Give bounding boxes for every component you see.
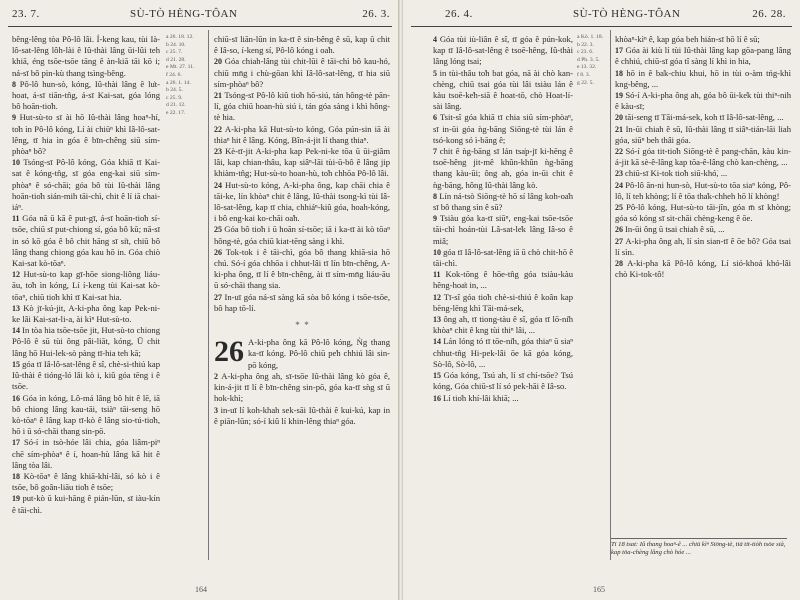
verse-number: 8 [12, 79, 20, 89]
cross-reference: d 21. 28. [166, 56, 186, 63]
verse [12, 157, 160, 213]
verse-text: Tsiàu góa ka-tī siūⁿ, eng-kai tsōe-tsōe tāi-chì hoán-tùi Lâ-sat-le̍k lâng Iâ-so ê miâ; [433, 213, 573, 246]
verse [615, 124, 791, 146]
verse [433, 146, 573, 191]
verse-text: góa tī Iâ-lô-sat-lêng iā ū chò chit-hō ê tāi-chì. [433, 246, 573, 269]
verse-text: In-uī góa ná-sī sàng kā sòa bô kóng i tsōe-tsōe, bô hap tō-lí. [214, 291, 390, 313]
verse-text: Tok-tok i ê tāi-chì, góa bô thang khiā-sia hō chú. Só-í góa chhōa i chhut-lâi tī lín bīn-chêng, A-ki-pha ông, tī lí ê bīn-chêng, ài tī sím-mn̄g liáu-āu ū só-chāi thang sia. [214, 246, 390, 291]
verse-number: 7 [433, 147, 440, 157]
verse-number: 11 [433, 270, 446, 280]
verse [433, 336, 573, 370]
verse-number: 26 [615, 225, 625, 235]
cross-reference: e 22. 17. [166, 109, 186, 116]
verse [214, 371, 390, 405]
verse-number: 19 [12, 494, 23, 504]
cross-reference: a 26. 1. 14. [166, 79, 191, 86]
verse-text: Tsóng-sī Pô-lô kóng, Góa khiā tī Kai-sat ê kóng-tn̂g, sī góa eng-kai siū sím-phòaⁿ ê só-chāi; góa bô tùi Iû-thài lâng hoān-tio̍h sián-mih tāi-chì, chit ê lí iā chai-iáⁿ. [12, 157, 160, 213]
verse-number: 2 [214, 371, 222, 381]
verse-number: 15 [12, 359, 23, 369]
verse-text: Lí tio̍h khí-lâi khiā; ... [443, 392, 519, 403]
verse-text: Hut-sù-to sī ài hō Iû-thài lâng hoaⁿ-hí, to̍h ìn Pô-lô kóng, Lí ài chiūⁿ khì Iâ-lô-sat-lêng, tī hia ìn góa ê bīn-chêng siū sím-phòaⁿ bô? [12, 112, 160, 157]
cross-reference: d 21. 12. [166, 102, 186, 109]
verse-number: 10 [12, 158, 24, 168]
verse [214, 224, 390, 246]
verse [433, 112, 573, 146]
verse-text: Kò jī-kú-jit, A-ki-pha ông kap Pek-ni-ke lâi Kai-sat-li-a, ài kìⁿ Hut-sù-to. [12, 302, 160, 325]
left-column-1 [12, 34, 160, 516]
verse-text: Góa bô tio̍h i ū hoān sí-tsōe; iā i ka-tī ài kò tōaⁿ hông-tè, góa chiū kiat-tēng sàng i khì. [214, 224, 390, 246]
verse-text: hō in ê ba̍k-chiu khui, hō in tùi o-àm tńg-khì kng-bêng, ... [615, 67, 791, 89]
right-header-right: 26. 28. [752, 8, 786, 20]
verse-number: 14 [433, 337, 444, 347]
verse-number: 11 [12, 214, 23, 224]
verse [214, 56, 390, 90]
cross-reference: b 24. 10. [166, 41, 186, 48]
left-header-left: 23. 7. [12, 8, 40, 20]
verse [615, 258, 791, 280]
verse [214, 292, 390, 314]
right-column-1 [433, 34, 573, 404]
verse-text: In-ūi chiah ê sū, Iû-thài lâng tī siâⁿ-tián-lāi liah góa, siūⁿ beh thâi góa. [615, 123, 791, 145]
verse-text: chit ê ǹg-bāng sī lán tsa̍p-jī ki-hēng ê tsoē-hêng jit-mê khûn-khûn ǹg-bāng thang kàu-ūi; ông ah, góa in-ūi chit ê ǹg-bāng, hông Iû-thài lâng kò. [433, 146, 573, 190]
verse-text: Góa nā ū kā ê put-gī, á-sī hoān-tio̍h sí-tsōe, chiū sī put-chiong sí, góa bô kū; nā-sī in só kō góa ê bô chit hāng sī si̍t, chiū bô lâng thang chiong góa kau hō in. Góa chiò Kai-sat kò-tōaⁿ. [12, 213, 160, 269]
verse-number: 3 [214, 405, 221, 415]
verse-number: 16 [12, 393, 23, 403]
verse-text: ông ah, tī tiong-tàu ê sî, góa tī lō-ni̍h khòaⁿ chit ê kng tùi thiⁿ lâi, ... [433, 314, 573, 336]
verse [214, 247, 390, 292]
verse-number: 21 [214, 91, 225, 101]
verse-number: 13 [12, 303, 24, 313]
verse-number: 6 [433, 113, 440, 123]
cross-reference: c 25. 9. [166, 94, 183, 101]
verse-text: In tòa hia tsōe-tsōe jit, Hut-sù-to chiong Pô-lô ê sū tùi ông pâi-liāt, kóng, Ū chit lâng hō Hui-lek-sò pàng tī-hia teh kā; [12, 325, 160, 358]
verse [12, 79, 160, 113]
verse-text: Góa ài kiù lí tùi Iû-thài lâng kap gōa-pang lâng ê chhiú, chiū-sī góa tî sàng lí khì in hia, [615, 45, 791, 67]
verse-text: Góa ìn kóng, Lô-má lâng bô hit ê lē, iā bô chiong lâng kau-tāi, tsiàⁿ tāi-seng hō kò-tōaⁿ ê lâng kap tī-kò ê lâng sio-tú-tio̍h, hō i ū só-chāi thang sin-pō. [12, 392, 160, 437]
verse [615, 180, 791, 202]
verse-text: Kè-tī-jit A-ki-pha kap Pek-ni-ke tōa ū ūi-giâm lâi, kap chian-thâu, kap siâⁿ-lāi tùi-ū-bô ê lâng jip khiàm-tn̂g; Hut-sù-to hoan-hù, to̍h chhōa Pô-lô lâi. [214, 146, 390, 179]
verse [433, 68, 573, 113]
right-page-number: 165 [593, 585, 605, 594]
left-header [12, 6, 390, 22]
section-divider: * * [295, 320, 309, 331]
column-divider [610, 30, 611, 560]
cross-reference: f 8. 3. [577, 71, 591, 78]
verse-text: Só-í góa tit-tio̍h Siōng-tè ê pang-chān, kàu kin-á-jit kā sè-ê-lâng kap tōa-ê-lâng chò kan-chèng, ... [615, 146, 791, 168]
verse-number: 9 [433, 214, 440, 224]
right-refs-1 [577, 34, 609, 87]
verse-text: góa tī Iâ-lô-sat-lêng ê sî, chè-si-thiú kap Iû-thài ê tióng-ló lâi kò i, kiû góa tēng i ê tsōe. [12, 358, 160, 392]
verse [433, 269, 573, 291]
verse [12, 437, 160, 471]
verse-text: Pô-lô hun-sò, kóng, Iû-thài lâng ê lu̍t-hoat, á-sī tiān-tn̂g, á-sī Kai-sat, góa lóng bô hoān-tio̍h. [12, 78, 160, 112]
verse-text: A-ki-pha kā Pô-lô kóng, Lí sió-khoá khó-lâi chò Ki-tok-tô͘! [615, 258, 791, 280]
verse-number: 24 [214, 180, 226, 190]
verse-number: 18 [615, 68, 627, 78]
verse-text: Tsóng-sī Pô-lô kiû tio̍h hō-siú, tán hông-tè pān-lí, góa chiū hoan-hù siú i, tán góa sàng i khì hông-tè hia. [214, 90, 390, 123]
verse-text: Lín ná-tsò Siōng-tè hō sí lâng koh-oa̍h sī bô thang sìn ê sū? [433, 190, 573, 213]
verse [214, 146, 390, 180]
verse-text: Só-í A-ki-pha ông ah, góa bô ūi-ke̍k tùi thiⁿ-nih ê kàu-sī; [615, 90, 791, 112]
verse [12, 112, 160, 157]
header-rule [8, 26, 392, 27]
right-column-2 [615, 34, 791, 280]
verse-number: 27 [615, 236, 626, 246]
verse-number: 22 [615, 147, 626, 157]
verse-text: A-ki-pha ông kā Pô-lô kóng, Ǹg thang ka-tī kóng. Pô-lô chiū pe̍h chhiú lâi sin-pō kóng, [248, 337, 390, 370]
verse [214, 405, 390, 427]
verse-text: In-ūi ông ū tsai chiah ê sū, ... [625, 224, 725, 235]
verse-number: 8 [433, 191, 440, 201]
right-page [403, 0, 800, 600]
chapter-number: 26 [214, 335, 244, 369]
verse-number: 26 [214, 247, 226, 257]
verse-number: 22 [214, 124, 225, 134]
verse-text: Tsit-sî góa khiā tī chia siū sím-phòaⁿ, sī in-ūi góa ǹg-bāng Siōng-tè tùi lán ê tsó-kong só ì-bāng ê; [433, 112, 573, 145]
verse [615, 202, 791, 224]
verse [12, 393, 160, 438]
verse-number: 12 [433, 292, 444, 302]
cross-reference: g 22. 5. [577, 79, 594, 86]
verse [433, 247, 573, 269]
verse-number: 12 [12, 270, 24, 280]
verse-number: 15 [433, 371, 444, 381]
verse-number: 23 [615, 169, 625, 179]
cross-reference: a 26. 18. 12. [166, 34, 194, 40]
verse-number: 24 [615, 180, 626, 190]
verse-number: 16 [433, 393, 443, 403]
right-header-left: 26. 4. [445, 8, 473, 20]
footnote: Tī 18 tsat: Iû thang hoaⁿ-ê ... chiū kìⁿ Siōng-tè, tiā tit-tio̍h tsōe sià, kap tōa-chèng lâng chò hóe ... [611, 538, 787, 558]
verse-number: 10 [433, 247, 444, 257]
cross-reference: c 25. 7. [166, 49, 183, 56]
verse-number: 13 [433, 315, 444, 325]
verse-text: Lán lóng tó tī tōe-ni̍h, góa thiaⁿ ū siaⁿ chhut-tn̂g Hi-pek-lâi ōe kā góa kóng, Sò-lô, Sò-lô, ... [433, 336, 573, 369]
verse-text: in-uī lí koh-khah sek-sāi Iû-thài ê kui-kú, kap in ê piān-lūn; só-í kiû lí khin-lêng thiaⁿ góa. [214, 404, 390, 426]
cross-reference: b 22. 3. [577, 41, 594, 48]
verse [433, 34, 573, 68]
verse [433, 292, 573, 314]
verse [615, 68, 791, 90]
cross-reference: e 13. 32. [577, 64, 597, 71]
cross-reference: b 24. 5. [166, 87, 183, 94]
cross-reference: a Kó. 1. 18. [577, 34, 604, 40]
verse [12, 303, 160, 325]
verse-number: 23 [214, 147, 226, 157]
cross-reference: e Mt. 27. 11. [166, 64, 195, 71]
verse-text: tāi-seng tī Tāi-má-sek, koh tī Iâ-lô-sat-lêng, ... [625, 112, 784, 123]
verse [615, 168, 791, 179]
verse [615, 34, 791, 45]
verse [214, 124, 390, 146]
left-column-2 [214, 34, 390, 427]
verse [615, 146, 791, 168]
verse-text: Pô-lô ān-ni hun-sò, Hut-sù-to tōa siaⁿ kóng, Pô-lô, lí teh khòng; lí ê tōa tha̍k-chheh hō lí khòng! [615, 179, 791, 201]
header-rule [411, 26, 792, 27]
left-refs-1 [166, 34, 206, 118]
verse [12, 213, 160, 269]
verse-number: 9 [12, 113, 20, 123]
verse [12, 269, 160, 303]
verse-number: 28 [615, 259, 628, 269]
verse-number: 5 [433, 68, 440, 78]
cross-reference: c 23. 6. [577, 49, 594, 56]
verse-text: Góa chiah-lâng tùi chit-lūi ê tāi-chì bô kau-hó, chiū mn̄g i chù-gōan khì Iâ-lô-sat-lêng, tī hia siū sím-phòaⁿ bô? [214, 56, 390, 89]
verse [214, 34, 390, 56]
verse-text: put-kò ū kui-hāng ê pián-lūn, sī iàu-kín ê tāi-chì. [12, 493, 160, 515]
verse [12, 359, 160, 393]
verse-number: 18 [12, 471, 24, 481]
verse [12, 471, 160, 493]
verse-text: A-ki-pha ông ah, lí sìn sian-tī ê ōe bô? Góa tsai lí sìn. [615, 235, 791, 257]
verse-number: 20 [214, 57, 225, 67]
verse-text: chiū-sī Ki-tok tio̍h siū-khó͘, ... [625, 168, 728, 179]
verse [12, 34, 160, 79]
verse-text: Hut-sù-to kap gī-hōe siong-liông liáu-āu, to̍h ìn kóng, Lí í-keng tùi Kai-sat kò-tōaⁿ, chiū tio̍h khì tī Kai-sat hia. [12, 269, 160, 302]
verse-text: chiū-sī liān-lūn in ka-tī ê sin-bêng ê sū, kap ū chit ê Iâ-so, í-keng sí, Pô-lô kóng i oa̍h. [214, 34, 390, 56]
verse-number: 4 [433, 35, 440, 44]
verse-number: 17 [615, 46, 626, 56]
verse-text: in tùi-thâu to̍h bat góa, nā ài chò kan-chèng, chiū tsai góa tùi lâi tsiàu lán ê kàu tsoē-ke̍h-siā ê hoat-tō, chò Hoat-lí-sài lâng. [433, 67, 573, 112]
verse-text: khòaⁿ-kìⁿ ê, kap góa beh hián-sī hō lí ê sū; [615, 34, 760, 44]
verse-text: Góa kóng, Tsú ah, lí sī chí-tsōe? Tsú kóng, Góa chiū-sī lí só pek-hāi ê Iâ-so. [433, 370, 573, 392]
right-header [415, 6, 790, 22]
verse [615, 236, 791, 258]
verse-text: bêng-lêng tòa Pô-lô lâi. Í-keng kau, tùi Ià-lô-sat-lêng lôh-lài ê Iû-thài lâng ūi-lûi teh khiā, éng tsōe-tsōe tāng ê àn-kiā tāi kō i; ná-sī bô pìn-kù thang tsìng-bêng. [12, 34, 160, 78]
verse-number: 14 [12, 326, 23, 336]
verse-number: 25 [214, 225, 225, 235]
left-header-right: 26. 3. [362, 8, 390, 20]
verse-text: Kò-tōaⁿ ê lâng khiā-khí-lâi, só kò i ê tsōe, bô goân-liāu tio̍h ê tsōe; [12, 470, 160, 493]
left-header-title: SÙ-TÒ HÈNG-TÔAN [130, 8, 238, 20]
verse [615, 112, 791, 123]
verse [433, 314, 573, 336]
verse-text: Tī-sî góa tio̍h chè-si-thiú ê koân kap bēng-lēng khì Tāi-má-sek, [433, 291, 573, 313]
verse [214, 180, 390, 225]
verse-number: 19 [615, 91, 626, 101]
verse-text: Hut-sù-to kóng, A-ki-pha ông, kap chāi chia ê tāi-ke, lín khòaⁿ chit ê lâng, Iû-thài tsong-kì tùi Iâ-lô-sat-lêng, kap tī chia, chhiáⁿ-kiû góa, hoah-kóng, i bô eng-kai ko-chāi oa̍h. [214, 179, 390, 224]
verse-text: A-ki-pha kā Hut-sù-to kóng, Góa pún-sin iā ài thiaⁿ hit ê lâng. Kóng, Bîn-á-jit lí thang thiaⁿ. [214, 123, 390, 145]
verse [433, 213, 573, 247]
verse [433, 393, 573, 404]
verse-text: Só-í in tsò-hóe lâi chia, góa liâm-piⁿ chē sím-phòaⁿ ê í, hoan-hù lâng kā hit ê lâng tòa lâi. [12, 437, 160, 470]
verse [615, 45, 791, 67]
verse-text: Pô-lô kóng, Hut-sù-to tāi-jîn, góa m̄ sī khòng; góa só kóng sī sit-chāi chèng-keng ê ōe. [615, 202, 791, 224]
column-divider [208, 30, 209, 560]
verse-text: Kok-tōng ê hōe-tn̂g góa tsiàu-kàu hêng-hoa̍t in, ... [433, 269, 573, 291]
right-header-title: SÙ-TÒ HÈNG-TÔAN [573, 8, 681, 20]
verse [433, 191, 573, 213]
verse [615, 90, 791, 112]
verse [12, 493, 160, 515]
verse [615, 224, 791, 235]
verse-number: 21 [615, 124, 626, 134]
verse-text: A-ki-pha ông ah, sī-tsōe Iû-thài lâng kò góa ê, kin-á-jit tī lí ê bīn-chêng sin-pō, góa ka-tī sǹg sī ū hok-khì; [214, 370, 390, 404]
verse-text: Góa tùi iù-liân ê sî, tī góa ê pún-kok, kap tī Iâ-lô-sat-lêng ê tsoē-hêng, Iû-thài lâng lóng tsai; [433, 34, 573, 67]
verse [12, 325, 160, 359]
verse [214, 90, 390, 124]
cross-reference: f 24. 6. [166, 71, 182, 78]
verse [433, 370, 573, 392]
verse-number: 25 [615, 203, 627, 213]
verse-number: 17 [12, 438, 24, 448]
left-page-number: 164 [195, 585, 207, 594]
verse-number: 20 [615, 113, 625, 123]
verse-number: 27 [214, 292, 225, 302]
cross-reference: d Ph. 3. 5. [577, 56, 600, 63]
